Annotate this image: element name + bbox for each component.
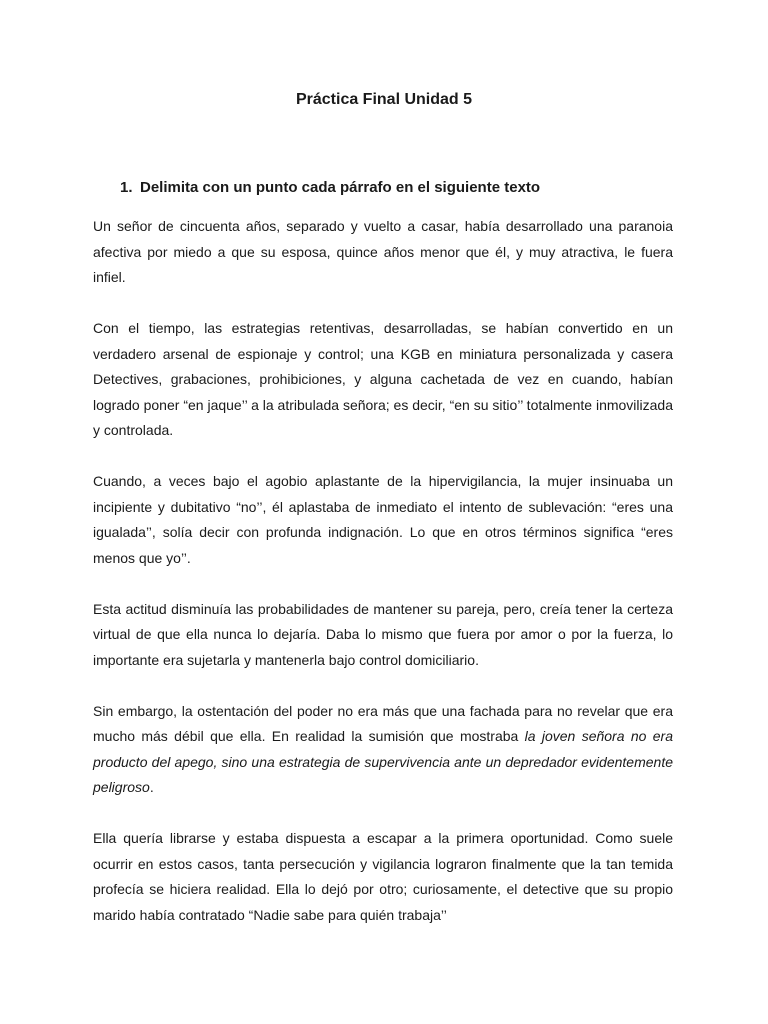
paragraph-3: Cuando, a veces bajo el agobio aplastante de la hipervigilancia, la mujer insinuaba un incipiente y dubitativo “no’’, él aplastaba de inmediato el intento de sublevación: “eres una igualada’’, solía decir con profunda indignación. Lo que en otros términos significa “eres menos que yo’’. bbox=[93, 473, 673, 566]
paragraph-5-text: Sin embargo, la ostentación del poder no era más que una fachada para no revelar que era mucho más débil que ella. En realidad la sumisión que mostraba bbox=[93, 702, 673, 744]
paragraph-6: Ella quería librarse y estaba dispuesta a escapar a la primera oportunidad. Como suele ocurrir en estos casos, tanta persecución y vigilancia lograron finalmente que la tan temida profecía se hiciera realidad. Ella lo dejó por otro; curiosamente, el detective que su propio marido había contratado “Nadie sabe para quién trabaja’’ bbox=[93, 830, 673, 923]
paragraph-4: Esta actitud disminuía las probabilidades de mantener su pareja, pero, creía tener la certeza virtual de que ella nunca lo dejaría. Daba lo mismo que fuera por amor o por la fuerza, lo importante era sujetarla y mantenerla bajo control domiciliario. bbox=[93, 600, 673, 668]
question-number: 1. bbox=[120, 179, 133, 196]
paragraph-5-end: . bbox=[149, 779, 154, 795]
question-heading bbox=[120, 177, 680, 199]
question-text: Delimita con un punto cada párrafo en el siguiente texto bbox=[140, 179, 541, 196]
document-title: Práctica Final Unidad 5 bbox=[295, 91, 473, 108]
paragraph-1: Un señor de cincuenta años, separado y vuelto a casar, había desarrollado una paranoia afectiva por miedo a que su esposa, quince años menor que él, y muy atractiva, le fuera infiel. bbox=[93, 218, 673, 285]
paragraph-5-italic-text: la joven señora no era producto del apego, sino una estrategia de supervivencia ante un depredador evidentemente peligroso bbox=[93, 728, 673, 795]
document-body bbox=[93, 214, 673, 954]
paragraph-2: Con el tiempo, las estrategias retentivas, desarrolladas, se habían convertido en un verdadero arsenal de espionaje y control; una KGB en miniatura personalizada y casera Detectives, grabaciones, prohibiciones, y alguna cachetada de vez en cuando, habían logrado poner “en jaque’’ a la atribulada señora; es decir, “en su sitio’’ totalmente inmovilizada y controlada. bbox=[93, 320, 673, 438]
paragraph-5 bbox=[93, 699, 673, 801]
